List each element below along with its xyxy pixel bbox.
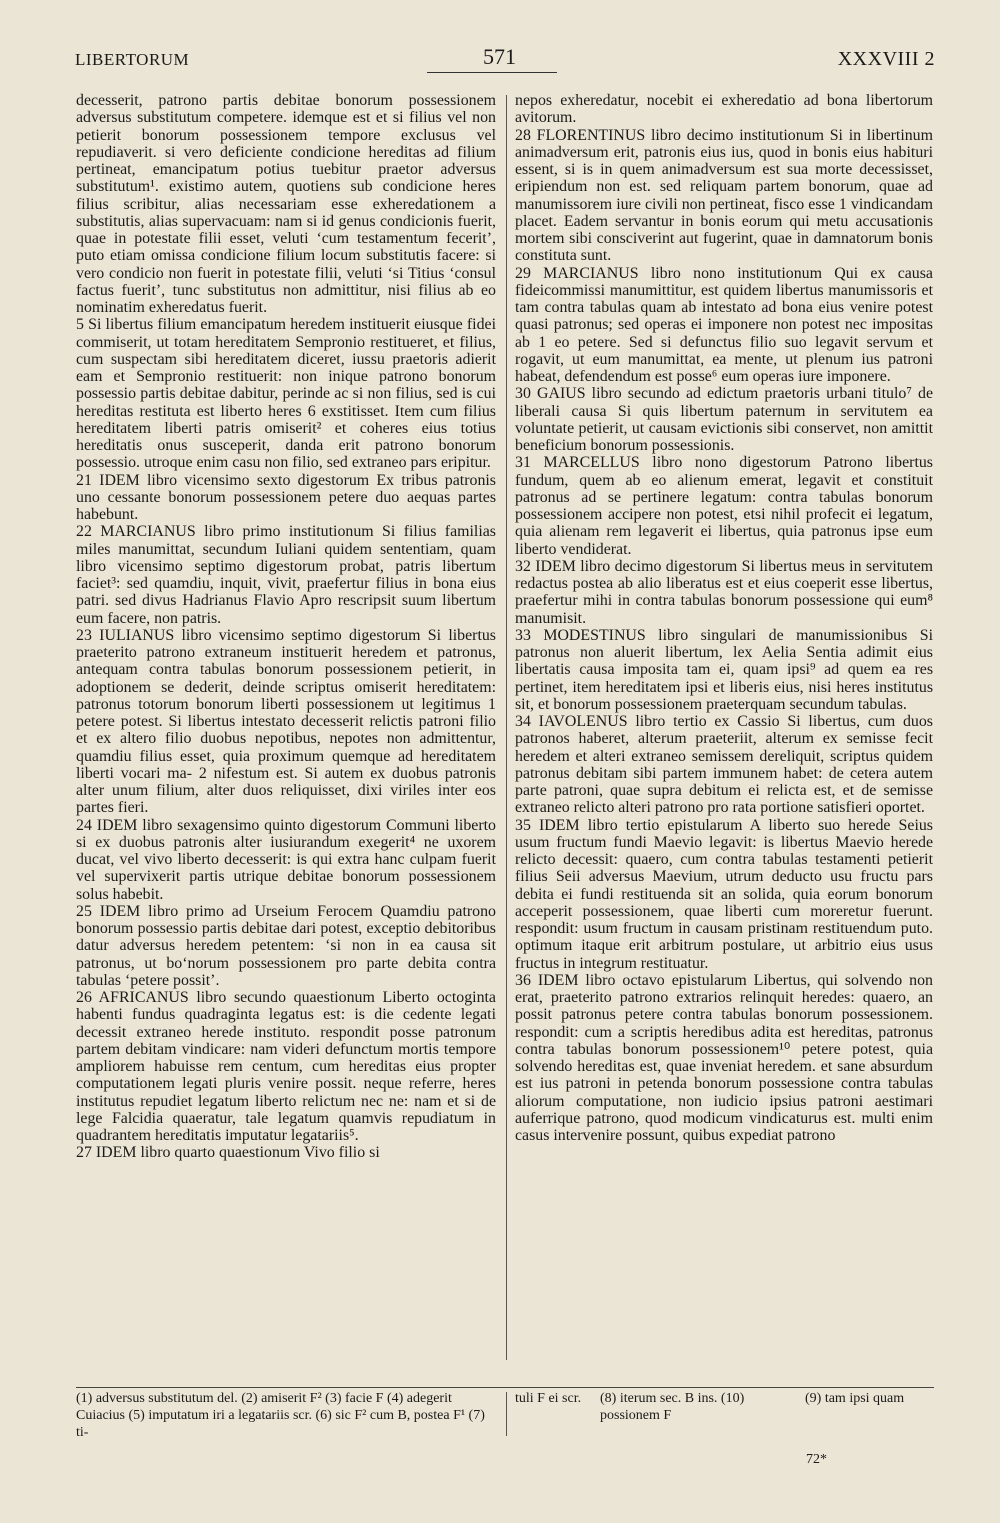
paragraph: 26 AFRICANUS libro secundo quaestionum Liberto octoginta habenti fundus quadraginta legatus est: is die cedente legati decessit extraneo herede instituto. respondit posse patronum partem debitam vindicare: nam videri defunctum mortis tempore ampliorem habuisse rem centum, cum hereditas eius propter computationem legati pluris venire possit. neque referre, heres institutus repudiet legatum liberto relictum nec ne: nam et si de lege Falcidia quaeratur, tale legatum quamvis repudiatum in quadrantem hereditatis imputatur legatariis⁵. xyxy=(76,989,496,1144)
signature-mark: 72* xyxy=(806,1452,827,1467)
paragraph: 36 IDEM libro octavo epistularum Libertus, qui solvendo non erat, praeterito patrono extrarios relinquit heredes: quaero, an possit patronus petere contra tabulas bonorum possessionem. respondit: cum a scriptis heredibus adita est hereditas, patronus contra tabulas bonorum possessionem¹⁰ petere potest, quia solvendo hereditas est, quae inveniat heredem. et sane absurdum est ius patroni in petenda bonorum possessione contra tabulas aliorum computatione, non iudicio ipsius patroni aestimari auferrique patrono, quod modicum vindicaturus est. multi enim casus intervenire possunt, quibus expediat patrono xyxy=(515,971,933,1144)
footnote-rule xyxy=(76,1387,934,1388)
paragraph: 31 MARCELLUS libro nono digestorum Patrono libertus fundum, quem ab eo alienum emerat, legavit et constituit patronus ad se pertinere legatum: contra tabulas bonorum possessionem accipere non potest, etsi nihil profecit ei legatum, quia alienam rem legaverit ei libertus, quia patronus ipse eum liberto vendiderat. xyxy=(515,454,933,558)
paragraph: 33 MODESTINUS libro singulari de manumissionibus Si patronus non aluerit libertum, lex Aelia Sentia adimit eius libertatis causa imposita tam ei, quam ipsi⁹ ad quem ea res pertinet, item hereditatem ipsi et liberis eius, nisi heres institutus sit, et bonorum possessionem praeterquam secundum tabulas. xyxy=(515,626,933,713)
paragraph: 35 IDEM libro tertio epistularum A liberto suo herede Seius usum fructum fundi Maevio legavit: is libertus Maevio herede relicto decessit: quaero, cum contra tabulas testamenti petierit filius Seii adversus Maevium, utrum deducto usu fructu pars debita ei fundi restituenda sit an solida, quia eorum bonorum acceperit possessionem, quae liberti cum moreretur fuerunt. respondit: usum fructum in causam pristinam restituendum puto. optimum itaque erit arbitrum postulare, ut arbitrio eius usus fructus in integrum restituatur. xyxy=(515,816,933,972)
paragraph: nepos exheredatur, nocebit ei exheredatio ad bona libertorum avitorum. xyxy=(515,92,933,127)
running-title-right: XXXVIII 2 xyxy=(837,48,935,70)
paragraph: 29 MARCIANUS libro nono institutionum Qui ex causa fideicommissi manumittitur, est quidem libertus manumissoris et tam contra tabulas quam ab intestato ad bona eius venire potest quasi patronus; sed operas ei imponere non potest nec impositas ab 1 eo petere. Sed si defunctus filio suo legavit servum et rogavit, ut eum manumittat, ea mente, ut plenum ius patroni habeat, defendendum est posse⁶ eum operas iure imponere. xyxy=(515,264,933,385)
paragraph: 32 IDEM libro decimo digestorum Si libertus meus in servitutem redactus postea ab alio liberatus est et eius coeperit esse libertus, praefertur mihi in contra tabulas bonorum possessione qui eum⁸ manumisit. xyxy=(515,557,933,627)
paragraph: 22 MARCIANUS libro primo institutionum Si filius familias miles manumittat, secundum Iuliani quidem sententiam, quam libro vicensimo septimo digestorum probat, patris libertum faciet³: sed quamdiu, inquit, vivit, praefertur filius in bona eius patri. sed divus Hadrianus Flavio Apro rescripsit suum libertum eum facere, non patris. xyxy=(76,523,496,627)
page-number: 571 xyxy=(483,44,516,69)
column-divider xyxy=(506,95,507,1360)
paragraph: 23 IULIANUS libro vicensimo septimo digestorum Si libertus praeterito patrono extraneum instituerit heredem et patronus, antequam contra tabulas bonorum possessionem petierit, in adoptionem se dederit, deinde scriptus omiserit hereditatem: patronus totorum bonorum liberti possessionem ut legitimus 1 petere potest. Si libertus intestato decesserit relictis patroni filio et ex altero filio duobus nepotibus, nepotes non admittentur, quamdiu filius esset, quia proximum quemque ad hereditatem liberti vocari ma- 2 nifestum est. Si autem ex duobus patronis alter unum filium, alter duos reliquisset, dixi viriles inter eos partes fieri. xyxy=(76,626,496,817)
paragraph: 5 Si libertus filium emancipatum heredem instituerit eiusque fidei commiserit, ut totam hereditatem Sempronio restitueret, et filius, cum suspectam sibi hereditatem diceret, iussu praetoris adierit eam et Sempronio restituerit: non inique patrono bonorum possessio partis debitae dabitur, perinde ac si non filius, sed is cui hereditas restituta est liberto heres 6 exstitisset. Item cum filius hereditatem liberti patris omiserit² et coheres eius totius hereditatis onus susceperit, danda erit patrono bonorum possessio. utroque enim casu non filio, sed extraneo pars eripitur. xyxy=(76,316,496,472)
paragraph: 27 IDEM libro quarto quaestionum Vivo filio si xyxy=(76,1144,380,1162)
footnote-divider xyxy=(506,1392,507,1436)
paragraph: decesserit, patrono partis debitae bonorum possessionem adversus substitutum competere. idemque est et si filius vel non petierit bonorum possessionem tempore exclusus vel repudiaverit. si vero deficiente condicione hereditas ad filium pertineat, emancipatum potius tuebitur praetor adversus substitutum¹. existimo autem, quotiens sub condicione heres filius scribitur, alias necessariam esse exheredationem a substitutis, alias supervacuam: nam si id genus condicionis fuerit, quae in potestate filii esset, veluti ‘cum testamentum fecerit’, puto etiam omissa condicione filium locum substitutis facere: si vero condicio non fuerit in potestate filii, veluti ‘si Titius ‘consul factus fuerit’, tunc substitutus non admittitur, nisi filius ab eo nominatim exheredatus fuerit. xyxy=(76,92,496,316)
paragraph: 30 GAIUS libro secundo ad edictum praetoris urbani titulo⁷ de liberali causa Si quis libertum paternum in servitutem ea voluntate petierit, ut causam evictionis sibi conservet, non amittit beneficium bonorum possessionis. xyxy=(515,385,933,454)
page-header xyxy=(75,44,935,84)
footnotes-right-a: tuli F ei scr. xyxy=(515,1391,582,1406)
left-column xyxy=(76,92,496,1162)
right-column xyxy=(515,92,933,1144)
header-rule xyxy=(427,72,557,73)
footnotes-left: (1) adversus substitutum del. (2) amiserit F² (3) facie F (4) adegerit Cuiacius (5) imputatum iri a legatariis scr. (6) sic F² cum B, postea F¹ (7) ti- xyxy=(76,1391,485,1440)
paragraph: 21 IDEM libro vicensimo sexto digestorum Ex tribus patronis uno cessante bonorum possessionem petere duo aequas partes habebunt. xyxy=(76,471,496,523)
paragraph: 25 IDEM libro primo ad Urseium Ferocem Quamdiu patrono bonorum possessio partis debitae dari potest, exceptio debitoribus datur adversus heredem petentem: ‘si non in ea causa sit patronus, ut bo‘norum possessionem pro parte debita contra tabulas ‘petere possit’. xyxy=(76,902,496,989)
running-title-left: LIBERTORUM xyxy=(75,50,190,69)
paragraph: 34 IAVOLENUS libro tertio ex Cassio Si libertus, cum duos patronos haberet, alterum praeteriit, alterum ex semisse fecit heredem et alteri extraneo semissem dereliquit, scriptus quidem patronus debitam sibi partem immunem habet: de cetera autem parte patroni, quae supra debitum ei relicta est, et de semisse extraneo relicto alteri patrono pro rata portione satisfieri oportet. xyxy=(515,713,933,817)
footnotes-right-c: (9) tam ipsi quam xyxy=(805,1391,905,1406)
paragraph: 28 FLORENTINUS libro decimo institutionum Si in libertinum animadversum erit, patronis eius ius, quod in bonis eius habituri essent, si is in quem animadversum est sua morte decessisset, eripiendum non est. sed reliquam partem bonorum, quae ad manumissorem iure civili non pertineat, fisco esse 1 vindicandam placet. Eadem servantur in bonis eorum qui metu accusationis mortem sibi consciverint aut fugerint, quae in damnatorum bonis constituta sunt. xyxy=(515,126,933,265)
paragraph: 24 IDEM libro sexagensimo quinto digestorum Communi liberto si ex duobus patronis alter iusiurandum exegerit⁴ ne uxorem ducat, vel vivo liberto decesserit: is qui extra hanc culpam fuerit vel supervixerit partis utrique debitae bonorum possessionem solus habebit. xyxy=(76,816,496,903)
footnotes-right-b: (8) iterum sec. B ins. (10) possionem F xyxy=(600,1391,745,1423)
